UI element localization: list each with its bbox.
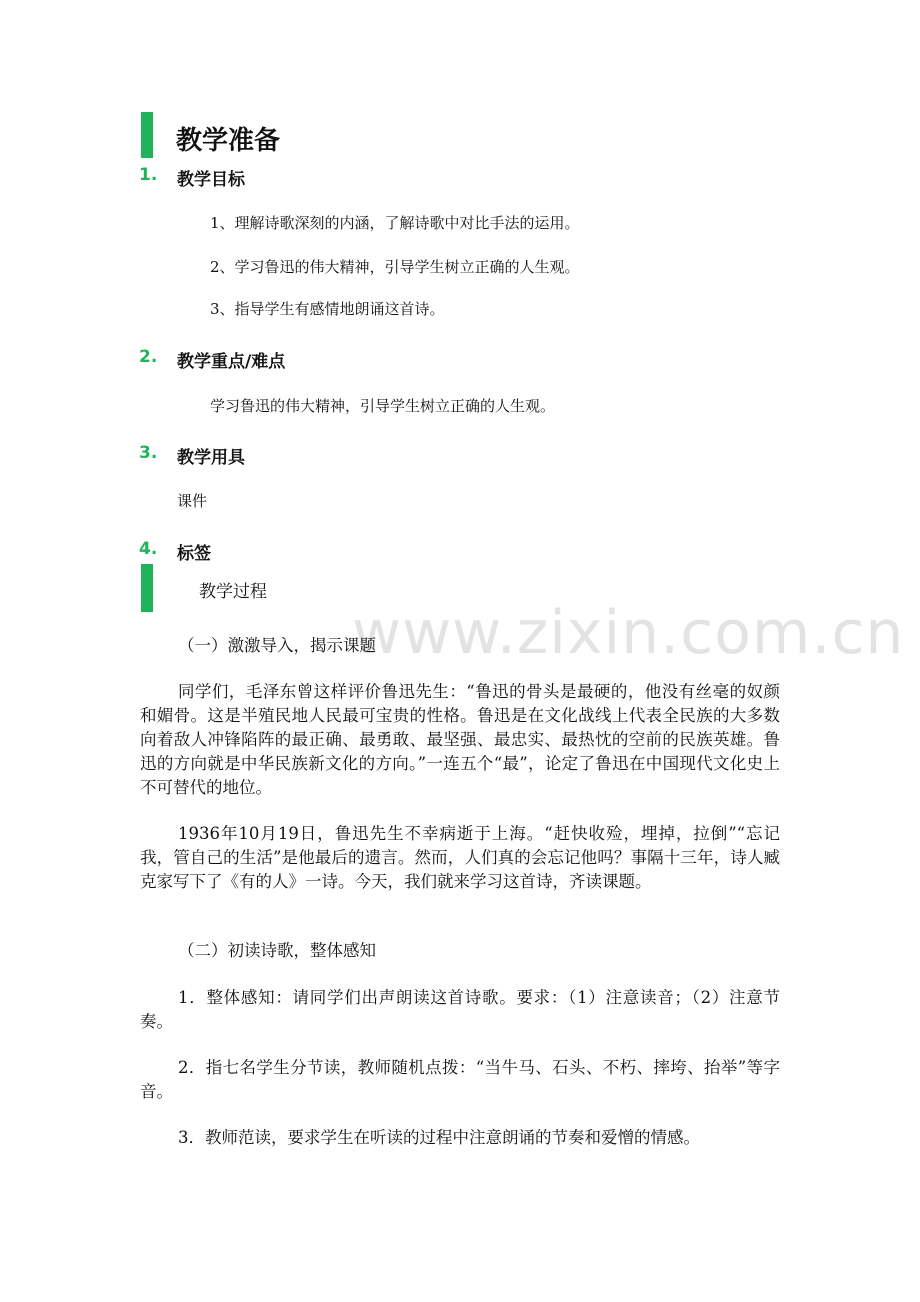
tools-text: 课件 bbox=[177, 492, 208, 510]
step-1 bbox=[140, 986, 780, 1034]
process-accent-bar bbox=[141, 564, 153, 612]
section-number-2: 2. bbox=[139, 347, 158, 367]
section-title-tags: 标签 bbox=[177, 544, 211, 564]
title-accent-bar bbox=[141, 112, 153, 158]
paragraph-2-text: 1936年10月19日，鲁迅先生不幸病逝于上海。“赶快收殓，埋掉，拉倒”“忘记我，管自己的生活”是他最后的遗言。然而，人们真的会忘记他吗？事隔十三年，诗人臧克家写下了《有的人》一诗。今天，我们就来学习这首诗，齐读课题。 bbox=[140, 824, 780, 891]
step-3 bbox=[140, 1126, 780, 1150]
section-number-4: 4. bbox=[139, 539, 158, 559]
part1-heading: （一）激激导入，揭示课题 bbox=[178, 636, 376, 655]
goal-item-3: 3、指导学生有感情地朗诵这首诗。 bbox=[210, 300, 445, 318]
goal-item-1: 1、理解诗歌深刻的内涵，了解诗歌中对比手法的运用。 bbox=[210, 214, 580, 232]
section-title-goals: 教学目标 bbox=[177, 170, 245, 190]
process-title: 教学过程 bbox=[199, 582, 267, 602]
section-title-tools: 教学用具 bbox=[177, 448, 245, 468]
paragraph-1-text: 同学们，毛泽东曾这样评价鲁迅先生：“鲁迅的骨头是最硬的，他没有丝毫的奴颜和媚骨。这是半殖民地人民最可宝贵的性格。鲁迅是在文化战线上代表全民族的大多数向着敌人冲锋陷阵的最正确、最勇敢、最坚强、最忠实、最热忱的空前的民族英雄。鲁迅的方向就是中华民族新文化的方向。”一连五个“最”，论定了鲁迅在中国现代文化史上不可替代的地位。 bbox=[140, 682, 780, 797]
page-title: 教学准备 bbox=[176, 126, 281, 156]
paragraph-2 bbox=[140, 822, 780, 894]
step-1-text: 1．整体感知：请同学们出声朗读这首诗歌。要求：（1）注意读音；（2）注意节奏。 bbox=[140, 988, 780, 1031]
part2-heading: （二）初读诗歌，整体感知 bbox=[178, 941, 376, 960]
section-title-key-points: 教学重点/难点 bbox=[177, 352, 286, 372]
key-points-text: 学习鲁迅的伟大精神，引导学生树立正确的人生观。 bbox=[210, 397, 556, 415]
paragraph-1 bbox=[140, 680, 780, 800]
watermark: www.zixin.com.cn bbox=[352, 598, 905, 668]
section-number-3: 3. bbox=[139, 443, 158, 463]
step-3-text: 3．教师范读，要求学生在听读的过程中注意朗诵的节奏和爱憎的情感。 bbox=[178, 1128, 700, 1147]
step-2 bbox=[140, 1056, 780, 1104]
section-number-1: 1. bbox=[139, 165, 158, 185]
goal-item-2: 2、学习鲁迅的伟大精神，引导学生树立正确的人生观。 bbox=[210, 258, 580, 276]
step-2-text: 2．指七名学生分节读，教师随机点拨：“当牛马、石头、不朽、摔垮、抬举”等字音。 bbox=[140, 1058, 780, 1101]
